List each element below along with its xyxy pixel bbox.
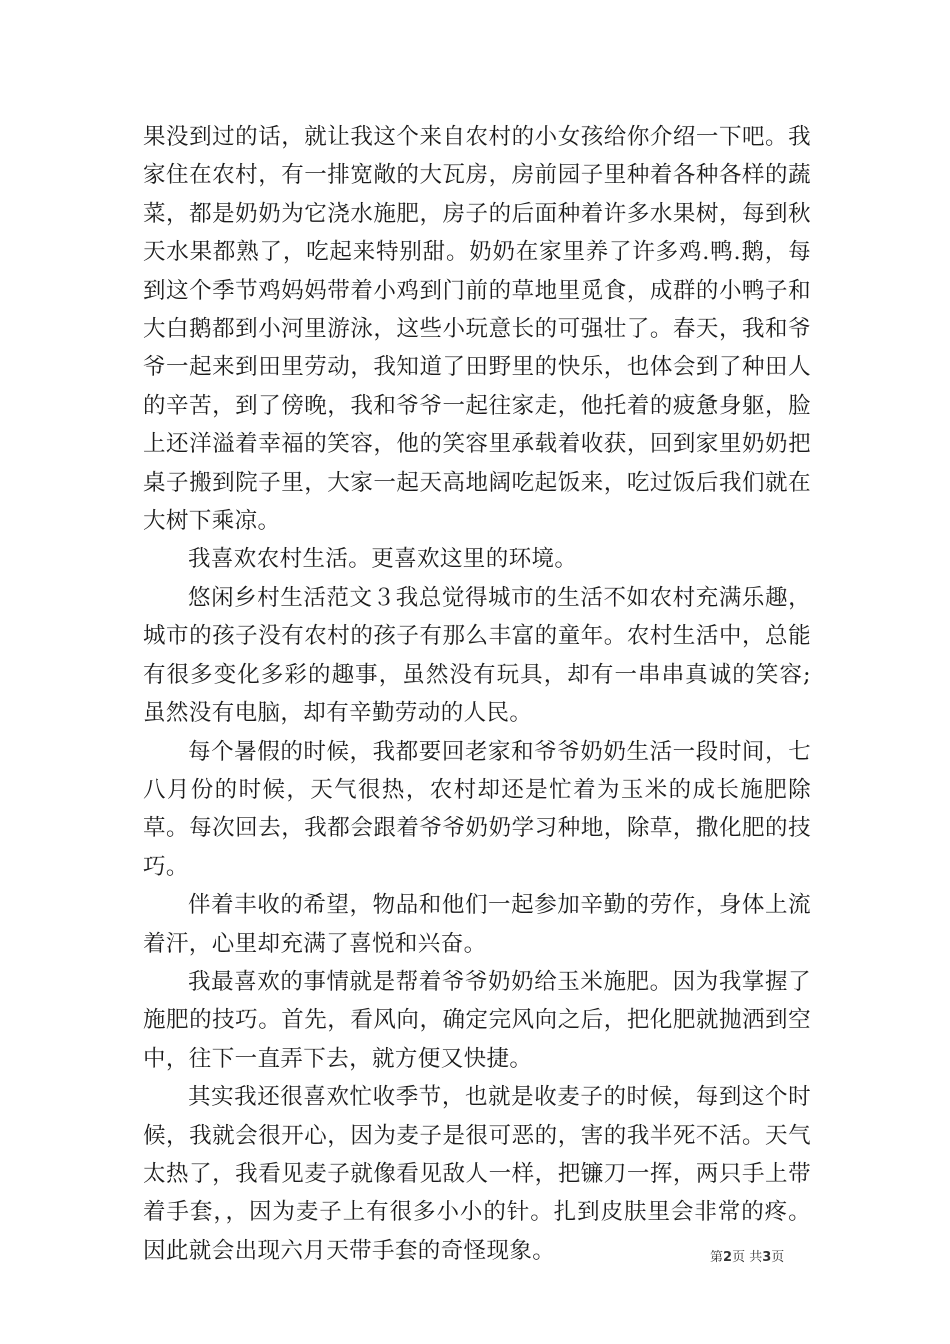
document-body — [143, 118, 811, 1270]
footer-middle: 页 共 — [732, 1250, 763, 1265]
paragraph-1: 果没到过的话，就让我这个来自农村的小女孩给你介绍一下吧。我家住在农村，有一排宽敞的大瓦房，房前园子里种着各种各样的蔬菜，都是奶奶为它浇水施肥，房子的后面种着许多水果树，每到秋天水果都熟了，吃起来特别甜。奶奶在家里养了许多鸡.鸭.鹅，每到这个季节鸡妈妈带着小鸡到门前的草地里觅食，成群的小鸭子和大白鹅都到小河里游泳，这些小玩意长的可强壮了。春天，我和爷爷一起来到田里劳动，我知道了田野里的快乐，也体会到了种田人的辛苦，到了傍晚，我和爷爷一起往家走，他托着的疲惫身躯，脸上还洋溢着幸福的笑容，他的笑容里承载着收获，回到家里奶奶把桌子搬到院子里，大家一起天高地阔吃起饭来，吃过饭后我们就在大树下乘凉。 — [143, 124, 811, 535]
footer-suffix: 页 — [771, 1250, 785, 1265]
current-page-number: 2 — [723, 1250, 733, 1265]
paragraph-3: 悠闲乡村生活范文３我总觉得城市的生活不如农村充满乐趣，城市的孩子没有农村的孩子有那么丰富的童年。农村生活中，总能有很多变化多彩的趣事，虽然没有玩具，却有一串串真诚的笑容;虽然没有电脑，却有辛勤劳动的人民。 — [143, 584, 811, 727]
paragraph-4: 每个暑假的时候，我都要回老家和爷爷奶奶生活一段时间，七八月份的时候，天气很热，农村却还是忙着为玉米的成长施肥除草。每次回去，我都会跟着爷爷奶奶学习种地，除草，撒化肥的技巧。 — [143, 738, 811, 880]
paragraph-6: 我最喜欢的事情就是帮着爷爷奶奶给玉米施肥。因为我掌握了施肥的技巧。首先，看风向，确定完风向之后，把化肥就抛洒到空中，往下一直弄下去，就方便又快捷。 — [143, 968, 811, 1072]
footer-prefix: 第 — [710, 1250, 724, 1265]
total-pages-number: 3 — [762, 1250, 772, 1265]
paragraph-5: 伴着丰收的希望，物品和他们一起参加辛勤的劳作，身体上流着汗，心里却充满了喜悦和兴奋。 — [143, 892, 811, 957]
page-number-footer — [710, 1246, 830, 1265]
paragraph-7: 其实我还很喜欢忙收季节，也就是收麦子的时候，每到这个时候，我就会很开心，因为麦子是很可恶的，害的我半死不活。天气太热了，我看见麦子就像看见敌人一样，把镰刀一挥，两只手上带着手套，，因为麦子上有很多小小的针。扎到皮肤里会非常的疼。因此就会出现六月天带手套的奇怪现象。 — [143, 1084, 811, 1264]
paragraph-2: 我喜欢农村生活。更喜欢这里的环境。 — [188, 546, 578, 573]
